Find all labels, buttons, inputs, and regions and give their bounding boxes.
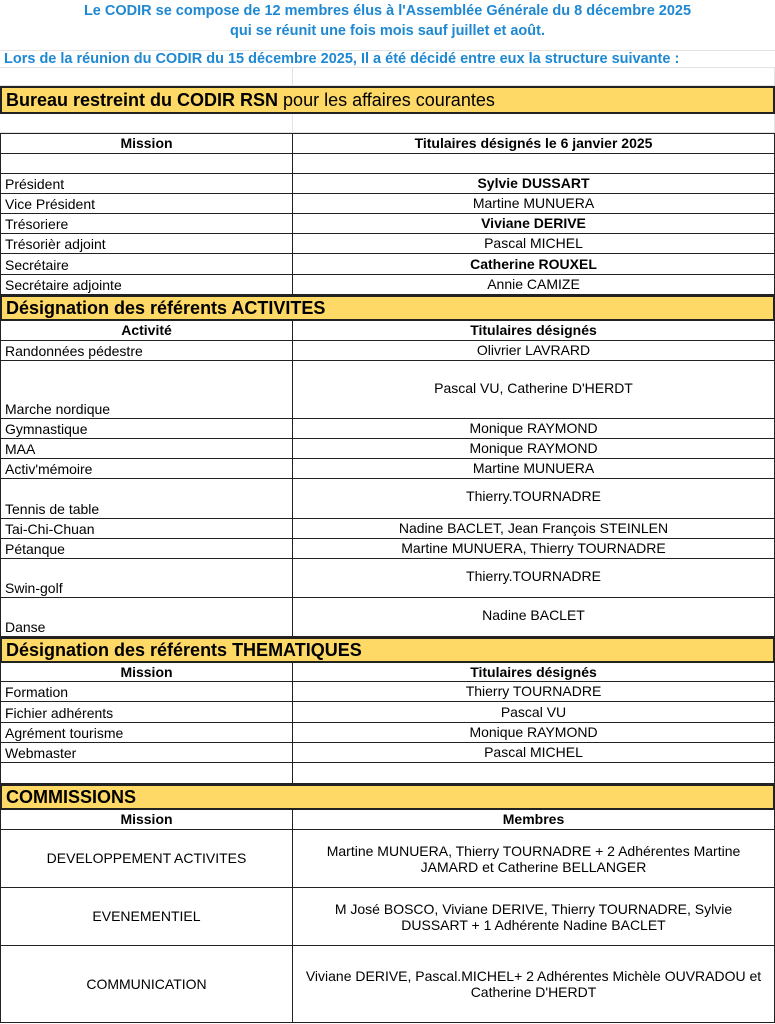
- titulaire-cell: Monique RAYMOND: [293, 723, 775, 742]
- mission-cell: Marche nordique: [0, 361, 293, 418]
- titulaire-cell: Monique RAYMOND: [293, 439, 775, 458]
- intro-block: [0, 0, 775, 51]
- titulaire-cell: Catherine ROUXEL: [293, 254, 775, 274]
- mission-cell: Randonnées pédestre: [0, 341, 293, 360]
- column-header-mission: Activité: [0, 321, 293, 340]
- mission-cell: Gymnastique: [0, 419, 293, 438]
- titulaire-cell: Thierry TOURNADRE: [293, 682, 775, 701]
- table-header-row: [0, 810, 775, 830]
- mission-cell: Secrétaire adjointe: [0, 275, 293, 294]
- intro-line-3: Lors de la réunion du CODIR du 15 décembre 2025, Il a été décidé entre eux la structure suivante :: [0, 51, 775, 68]
- empty-row: [0, 114, 775, 133]
- table-header-row: [0, 321, 775, 341]
- table-header-row: [0, 133, 775, 154]
- titulaire-cell: Viviane DERIVE, Pascal.MICHEL+ 2 Adhérentes Michèle OUVRADOU et Catherine D'HERDT: [293, 946, 775, 1022]
- mission-cell: [0, 154, 293, 173]
- table-row: [0, 254, 775, 275]
- titulaire-cell: M José BOSCO, Viviane DERIVE, Thierry TOURNADRE, Sylvie DUSSART + 1 Adhérente Nadine BACLET: [293, 888, 775, 945]
- table-row: [0, 361, 775, 419]
- column-header-titulaires: Titulaires désignés: [293, 321, 775, 340]
- column-header-titulaires: Titulaires désignés le 6 janvier 2025: [293, 134, 775, 153]
- titulaire-cell: Thierry.TOURNADRE: [293, 479, 775, 518]
- mission-cell: Vice Président: [0, 194, 293, 213]
- column-header-mission: Mission: [0, 810, 293, 829]
- table-row: [0, 682, 775, 702]
- mission-cell: Formation: [0, 682, 293, 701]
- mission-cell: Tai-Chi-Chuan: [0, 519, 293, 538]
- table-row: [0, 539, 775, 559]
- titulaire-cell: Pascal MICHEL: [293, 234, 775, 253]
- mission-cell: Fichier adhérents: [0, 702, 293, 722]
- titulaire-cell: Martine MUNUERA, Thierry TOURNADRE + 2 Adhérentes Martine JAMARD et Catherine BELLANGER: [293, 830, 775, 887]
- mission-cell: Swin-golf: [0, 559, 293, 597]
- titulaire-cell: Thierry.TOURNADRE: [293, 559, 775, 597]
- column-header-mission: Mission: [0, 134, 293, 153]
- table-row: [0, 743, 775, 763]
- table-row: [0, 275, 775, 295]
- titulaire-cell: Nadine BACLET, Jean François STEINLEN: [293, 519, 775, 538]
- titulaire-cell: Pascal VU, Catherine D'HERDT: [293, 361, 775, 418]
- titulaire-cell: [293, 154, 775, 173]
- mission-cell: DEVELOPPEMENT ACTIVITES: [0, 830, 293, 887]
- table-row: [0, 559, 775, 598]
- table-row: [0, 598, 775, 637]
- table-row: [0, 174, 775, 194]
- section-bureau-title-bold: Bureau restreint du CODIR RSN: [6, 89, 279, 110]
- mission-cell: COMMUNICATION: [0, 946, 293, 1022]
- mission-cell: Tennis de table: [0, 479, 293, 518]
- table-row: [0, 830, 775, 888]
- titulaire-cell: Martine MUNUERA: [293, 194, 775, 213]
- mission-cell: Webmaster: [0, 743, 293, 762]
- table-row: [0, 702, 775, 723]
- section-commissions: COMMISSIONS: [0, 784, 775, 810]
- table-row: [0, 946, 775, 1023]
- table-row: [0, 888, 775, 946]
- intro-line-1: Le CODIR se compose de 12 membres élus à l'Assemblée Générale du 8 décembre 2025: [83, 3, 692, 19]
- table-row: [0, 214, 775, 234]
- titulaire-cell: [293, 763, 775, 783]
- mission-cell: Secrétaire: [0, 254, 293, 274]
- mission-cell: EVENEMENTIEL: [0, 888, 293, 945]
- table-row: [0, 234, 775, 254]
- mission-cell: [0, 763, 293, 783]
- table-row: [0, 723, 775, 743]
- mission-cell: Président: [0, 174, 293, 193]
- intro-line-2: qui se réunit une fois mois sauf juillet et août.: [229, 23, 545, 39]
- table-row: [0, 194, 775, 214]
- section-thematiques: Désignation des référents THEMATIQUES: [0, 637, 775, 663]
- titulaire-cell: Annie CAMIZE: [293, 275, 775, 294]
- column-header-titulaires: Membres: [293, 810, 775, 829]
- titulaire-cell: Olivrier LAVRARD: [293, 341, 775, 360]
- mission-cell: Trésorièr adjoint: [0, 234, 293, 253]
- mission-cell: Agrément tourisme: [0, 723, 293, 742]
- titulaire-cell: Viviane DERIVE: [293, 214, 775, 233]
- table-header-row: [0, 663, 775, 682]
- section-bureau-title-rest: pour les affaires courantes: [278, 89, 495, 110]
- column-header-titulaires: Titulaires désignés: [293, 663, 775, 681]
- mission-cell: Pétanque: [0, 539, 293, 558]
- titulaire-cell: Sylvie DUSSART: [293, 174, 775, 193]
- mission-cell: Trésoriere: [0, 214, 293, 233]
- titulaire-cell: Martine MUNUERA: [293, 459, 775, 478]
- column-header-mission: Mission: [0, 663, 293, 681]
- titulaire-cell: Martine MUNUERA, Thierry TOURNADRE: [293, 539, 775, 558]
- titulaire-cell: Pascal MICHEL: [293, 743, 775, 762]
- table-row: [0, 154, 775, 174]
- section-activites: Désignation des référents ACTIVITES: [0, 295, 775, 321]
- empty-row: [0, 68, 775, 86]
- table-row: [0, 519, 775, 539]
- mission-cell: MAA: [0, 439, 293, 458]
- table-row: [0, 419, 775, 439]
- mission-cell: Danse: [0, 598, 293, 636]
- table-row: [0, 341, 775, 361]
- mission-cell: Activ'mémoire: [0, 459, 293, 478]
- titulaire-cell: Pascal VU: [293, 702, 775, 722]
- titulaire-cell: Nadine BACLET: [293, 598, 775, 636]
- section-bureau: [0, 86, 775, 114]
- titulaire-cell: Monique RAYMOND: [293, 419, 775, 438]
- table-row: [0, 439, 775, 459]
- table-row: [0, 479, 775, 519]
- table-row: [0, 763, 775, 784]
- table-row: [0, 459, 775, 479]
